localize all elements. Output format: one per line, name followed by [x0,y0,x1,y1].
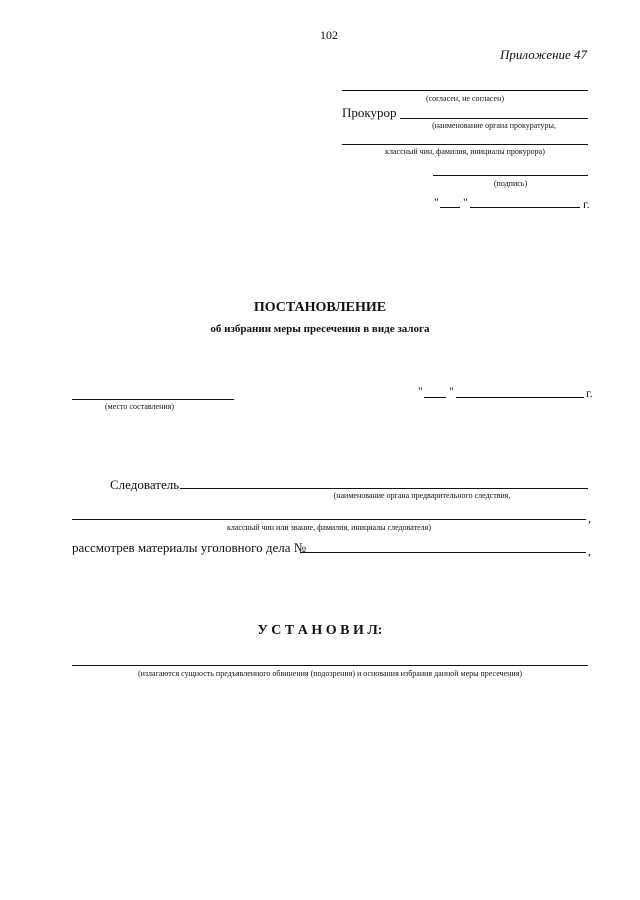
prosecutor-day-line [440,207,460,208]
prosecutor-organ-note: (наименование органа прокуратуры, [432,121,556,130]
essence-note: (излагаются сущность предъявленного обвинения (подозрения) и основания избрания данной меры пресечения) [137,669,523,678]
investigator-rank-line [72,519,586,520]
year-suffix: г. [586,386,593,400]
case-text: рассмотрев материалы уголовного дела № [72,540,307,555]
prosecutor-rank-line [342,144,588,145]
date-quote-close: " [449,384,454,398]
signature-note: (подпись) [493,179,528,188]
document-subtitle: об избрании меры пресечения в виде залога [210,323,430,335]
agree-note: (согласен, не согласен) [425,94,505,103]
signature-line [433,175,588,176]
investigator-rank-comma: , [588,511,591,525]
investigator-label: Следователь [110,477,180,492]
investigator-organ-line [180,488,588,489]
month-year-line [456,397,584,398]
prosecutor-year-suffix: г. [583,197,590,211]
investigator-organ-note: (наименование органа предварительного следствия, [333,491,511,500]
prosecutor-organ-line [400,118,588,119]
day-line [424,397,446,398]
case-number-line [300,552,586,553]
place-line [72,399,234,400]
prosecutor-label: Прокурор [342,105,397,120]
place-note: (место составления) [105,402,174,411]
case-comma: , [588,544,591,558]
document-title: ПОСТАНОВЛЕНИЕ [253,300,387,315]
essence-line [72,665,588,666]
date-quote-open: " [418,384,423,398]
prosecutor-rank-note: классный чин, фамилия, инициалы прокурора) [385,147,545,156]
prosecutor-month-year-line [470,207,580,208]
prosecutor-date-quote-open: " [434,195,439,209]
page-number: 102 [320,28,338,42]
investigator-rank-note: классный чин или звание, фамилия, инициалы следователя) [227,523,431,532]
established-heading: У С Т А Н О В И Л: [257,623,383,638]
prosecutor-date-quote-close: " [463,195,468,209]
agree-line [342,90,588,91]
appendix-label: Приложение 47 [500,47,588,62]
